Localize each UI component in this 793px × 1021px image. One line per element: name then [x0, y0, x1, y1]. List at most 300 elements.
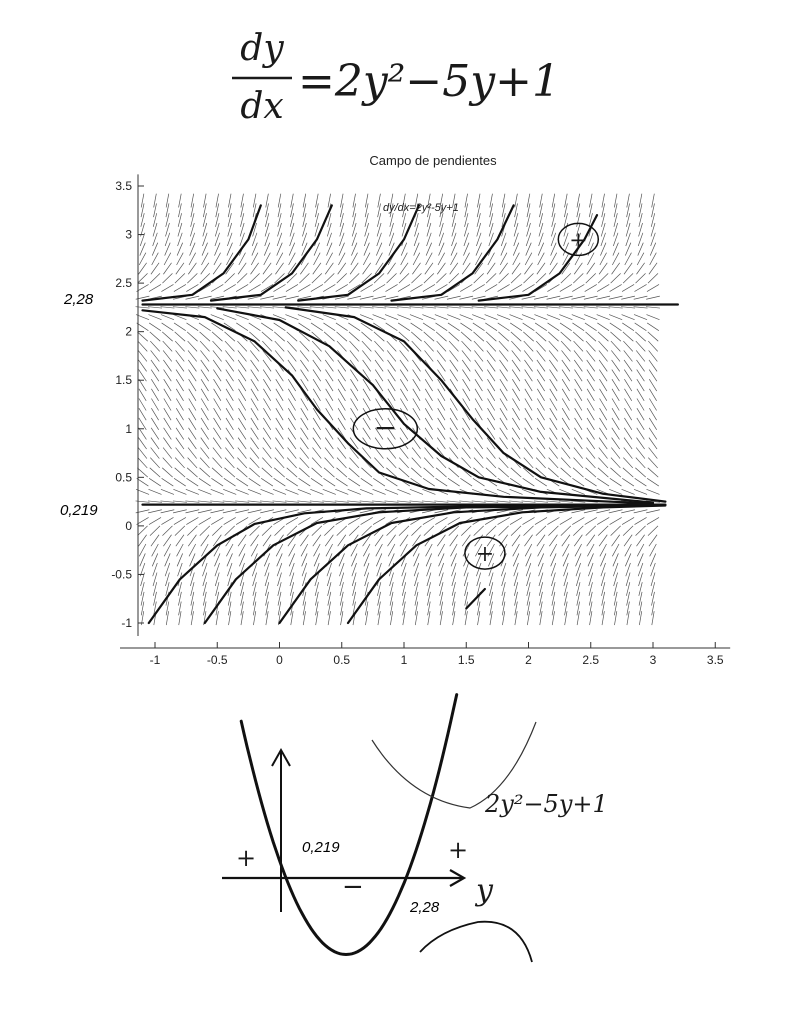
slope-segment — [610, 478, 622, 486]
slope-segment — [562, 370, 570, 382]
slope-segment — [288, 448, 297, 459]
slope-segment — [160, 307, 174, 308]
slope-segment — [611, 448, 620, 459]
slope-segment — [310, 489, 323, 494]
slope-segment — [537, 399, 544, 411]
slope-segment — [587, 418, 594, 430]
slope-segment — [149, 478, 161, 486]
slope-segment — [609, 510, 623, 513]
slope-segment — [250, 448, 259, 459]
slope-segment — [624, 399, 631, 411]
slope-segment — [237, 273, 247, 283]
slope-segment — [214, 399, 221, 411]
x-tick-label: 1.5 — [457, 653, 475, 667]
slope-segment — [173, 510, 187, 513]
slope-segment — [248, 510, 262, 513]
slope-segment — [400, 370, 408, 382]
slope-segment — [648, 273, 658, 283]
slope-segment — [151, 399, 158, 411]
slope-segment — [324, 468, 334, 477]
slope-segment — [409, 501, 423, 502]
slope-segment — [149, 517, 161, 524]
region-sign-marks — [353, 223, 598, 569]
slope-segment — [164, 379, 171, 391]
slope-segment — [176, 428, 184, 440]
slope-segment — [275, 458, 284, 468]
slope-segment — [499, 341, 508, 351]
slope-segment — [562, 438, 570, 449]
slope-segment — [612, 428, 620, 440]
slope-segment — [447, 501, 461, 502]
slope-segment — [487, 379, 494, 391]
y-tick-label: 0.5 — [115, 470, 132, 485]
slope-segment — [163, 458, 172, 468]
slope-segment — [373, 489, 386, 494]
slope-segment — [325, 438, 333, 449]
slope-segment — [634, 315, 647, 320]
slope-segment — [251, 418, 258, 430]
slope-segment — [298, 284, 310, 291]
slope-segment — [621, 296, 635, 299]
slope-segment — [572, 323, 584, 331]
slope-segment — [599, 360, 607, 371]
x-tick-label: 0 — [276, 653, 283, 667]
slope-segment — [500, 360, 508, 371]
slope-segment — [211, 489, 224, 494]
slope-segment — [423, 323, 435, 331]
slope-segment — [226, 399, 233, 411]
slope-segment — [288, 360, 296, 371]
slope-segment — [348, 489, 361, 494]
slope-segment — [561, 341, 570, 351]
slope-segment — [387, 273, 397, 283]
slope-segment — [322, 501, 336, 502]
slope-segment — [609, 315, 622, 320]
slope-segment — [226, 360, 234, 371]
slope-segment — [212, 468, 222, 477]
slope-segment — [422, 315, 435, 320]
slope-segment — [585, 284, 597, 291]
slope-segment — [338, 379, 345, 391]
slope-segment — [524, 341, 533, 351]
slope-segment — [599, 350, 608, 361]
slope-segment — [288, 389, 295, 401]
slope-segment — [472, 315, 485, 320]
slope-segment — [237, 341, 246, 351]
slope-segment — [649, 389, 656, 401]
slope-segment — [600, 399, 607, 411]
slope-segment — [274, 332, 284, 341]
slope-segment — [510, 489, 523, 494]
slope-segment — [238, 438, 246, 449]
slope-segment — [637, 370, 645, 382]
slope-segment — [575, 399, 582, 411]
slope-segment — [435, 284, 447, 291]
slope-segment — [186, 284, 198, 291]
slope-segment — [575, 379, 582, 391]
slope-segment — [363, 389, 370, 401]
solution-curve — [392, 205, 514, 300]
slope-segment — [176, 350, 185, 361]
slope-segment — [397, 307, 411, 308]
slope-segment — [374, 332, 384, 341]
slope-segment — [150, 332, 160, 341]
slope-segment — [300, 458, 309, 468]
slope-segment — [213, 428, 221, 440]
slope-segment — [189, 399, 196, 411]
slope-segment — [599, 370, 607, 382]
slope-segment — [622, 489, 635, 494]
slope-segment — [611, 350, 620, 361]
slope-segment — [300, 350, 309, 361]
y-tick-label: -0.5 — [111, 567, 132, 582]
slope-segment — [175, 468, 185, 477]
slope-segment — [387, 341, 396, 351]
slope-segment — [162, 323, 174, 331]
slope-segment — [636, 350, 645, 361]
slope-segment — [425, 379, 432, 391]
sketch-stroke-lower — [420, 922, 532, 962]
slope-segment — [623, 273, 633, 283]
slope-segment — [188, 341, 197, 351]
slope-segment — [187, 468, 197, 477]
slope-segment — [485, 323, 497, 331]
slope-segment — [547, 517, 559, 524]
slope-segment — [449, 448, 458, 459]
slope-segment — [525, 418, 532, 430]
slope-segment — [363, 399, 370, 411]
slope-segment — [198, 296, 212, 299]
slope-segment — [373, 284, 385, 291]
slope-segment — [338, 370, 346, 382]
slope-segment — [584, 315, 597, 320]
slope-segment — [238, 370, 246, 382]
slope-segment — [536, 458, 545, 468]
slope-segment — [537, 379, 544, 391]
slope-segment — [413, 408, 420, 420]
slope-segment — [273, 510, 287, 513]
slope-segment — [201, 438, 209, 449]
slope-segment — [487, 350, 496, 361]
slope-segment — [300, 438, 308, 449]
slope-segment — [287, 341, 296, 351]
slope-segment — [510, 315, 523, 320]
slope-segment — [198, 307, 212, 308]
slope-segment — [362, 350, 371, 361]
slope-segment — [150, 468, 160, 477]
slope-segment — [598, 341, 607, 351]
slope-segment — [562, 428, 570, 440]
slope-segment — [188, 360, 196, 371]
slope-segment — [188, 370, 196, 382]
slope-segment — [236, 478, 248, 486]
slope-segment — [163, 341, 172, 351]
slope-segment — [487, 418, 494, 430]
slope-segment — [349, 458, 358, 468]
slope-segment — [586, 273, 596, 283]
slope-segment — [537, 438, 545, 449]
axis-label-y: y — [476, 873, 493, 908]
slope-segment — [214, 389, 221, 401]
slope-segment — [263, 399, 270, 411]
slope-segment — [337, 526, 347, 536]
slope-segment — [151, 438, 159, 449]
slope-segment — [325, 350, 334, 361]
slope-segment — [610, 284, 622, 291]
slope-segment — [474, 526, 484, 536]
slope-segment — [174, 517, 186, 524]
slope-segment — [250, 273, 260, 283]
slope-segment — [200, 273, 210, 283]
slope-segment — [325, 458, 334, 468]
slope-field-segments — [136, 194, 660, 625]
slope-segment — [648, 341, 657, 351]
slope-segment — [276, 379, 283, 391]
slope-segment — [174, 323, 186, 331]
slope-segment — [436, 478, 448, 486]
x-tick-label: 0.5 — [333, 653, 351, 667]
slope-segment — [459, 501, 473, 502]
slope-segment — [436, 323, 448, 331]
slope-segment — [186, 510, 200, 513]
slope-segment — [338, 389, 345, 401]
slope-segment — [497, 307, 511, 308]
slope-segment — [348, 478, 360, 486]
slope-segment — [201, 389, 208, 401]
slope-segment — [201, 418, 208, 430]
slope-segment — [525, 428, 533, 440]
slope-segment — [624, 389, 631, 401]
slope-segment — [288, 399, 295, 411]
slope-segment — [634, 489, 647, 494]
slope-segment — [637, 408, 644, 420]
slope-segment — [488, 399, 495, 411]
slope-segment — [512, 408, 519, 420]
slope-segment — [300, 360, 308, 371]
slope-segment — [335, 489, 348, 494]
slope-segment — [187, 332, 197, 341]
slope-segment — [511, 273, 521, 283]
slope-segment — [139, 418, 146, 430]
slope-segment — [223, 315, 236, 320]
slope-segment — [596, 296, 610, 299]
slope-segment — [648, 468, 658, 477]
slope-segment — [486, 526, 496, 536]
slope-segment — [462, 350, 471, 361]
slope-segment — [150, 341, 159, 351]
slope-segment — [161, 489, 174, 494]
slope-segment — [637, 379, 644, 391]
slope-segment — [211, 478, 223, 486]
slope-segment — [138, 438, 146, 449]
slope-segment — [225, 350, 234, 361]
slope-segment — [323, 478, 335, 486]
slope-segment — [437, 360, 445, 371]
slope-segment — [637, 389, 644, 401]
slope-segment — [149, 284, 161, 291]
solution-curve — [205, 506, 653, 624]
x-tick-label: 2.5 — [582, 653, 600, 667]
slope-segment — [509, 307, 523, 308]
slope-segment — [575, 389, 582, 401]
slope-segment — [486, 332, 496, 341]
slope-segment — [351, 389, 358, 401]
slope-segment — [373, 315, 386, 320]
slope-segment — [148, 489, 161, 494]
slope-segment — [525, 408, 532, 420]
slope-segment — [273, 501, 287, 502]
slope-segment — [373, 517, 385, 524]
slope-segment — [201, 379, 208, 391]
slope-segment — [636, 458, 645, 468]
slope-segment — [274, 468, 284, 477]
slope-segment — [550, 370, 558, 382]
slope-segment — [646, 307, 660, 308]
slope-segment — [226, 408, 233, 420]
slope-segment — [274, 478, 286, 486]
slope-segment — [250, 526, 260, 536]
slope-segment — [450, 379, 457, 391]
slope-segment — [635, 284, 647, 291]
slope-segment — [210, 501, 224, 502]
slope-segment — [424, 526, 434, 536]
slope-segment — [512, 399, 519, 411]
sign-mark-middle: − — [342, 872, 364, 902]
slope-segment — [586, 468, 596, 477]
slope-segment — [313, 418, 320, 430]
slope-segment — [201, 399, 208, 411]
slope-segment — [525, 399, 532, 411]
slope-segment — [161, 517, 173, 524]
slope-segment — [298, 489, 311, 494]
slope-segment — [534, 501, 548, 502]
slope-segment — [623, 458, 632, 468]
slope-segment — [189, 408, 196, 420]
slope-segment — [360, 315, 373, 320]
solution-curve — [298, 205, 419, 300]
slope-segment — [612, 399, 619, 411]
slope-segment — [285, 501, 299, 502]
slope-segment — [537, 408, 544, 420]
slope-segment — [173, 307, 187, 308]
slope-segment — [497, 489, 510, 494]
slope-segment — [586, 332, 596, 341]
slope-segment — [175, 332, 185, 341]
slope-segment — [138, 458, 147, 468]
slope-segment — [287, 468, 297, 477]
slope-segment — [224, 517, 236, 524]
slope-segment — [649, 360, 657, 371]
slope-segment — [325, 428, 333, 440]
solution-curves — [143, 205, 678, 623]
slope-segment — [587, 389, 594, 401]
slope-segment — [301, 399, 308, 411]
slope-segment — [475, 370, 483, 382]
slope-segment — [435, 315, 448, 320]
slope-segment — [438, 408, 445, 420]
slope-segment — [649, 438, 657, 449]
slope-segment — [326, 408, 333, 420]
slope-segment — [324, 273, 334, 283]
slope-segment — [261, 478, 273, 486]
slope-segment — [151, 350, 160, 361]
slope-segment — [248, 489, 261, 494]
slope-segment — [536, 526, 546, 536]
slope-segment — [213, 458, 222, 468]
slope-segment — [299, 468, 309, 477]
slope-segment — [587, 428, 595, 440]
slope-segment — [438, 389, 445, 401]
slope-segment — [561, 332, 571, 341]
slope-segment — [437, 341, 446, 351]
slope-segment — [462, 448, 471, 459]
slope-segment — [460, 478, 472, 486]
slope-segment — [400, 428, 408, 440]
slope-segment — [462, 458, 471, 468]
slope-segment — [423, 478, 435, 486]
slope-segment — [275, 448, 284, 459]
slope-segment — [325, 448, 334, 459]
slope-segment — [546, 307, 560, 308]
slope-segment — [449, 468, 459, 477]
slope-segment — [400, 379, 407, 391]
slope-segment — [187, 323, 199, 331]
slope-segment — [148, 510, 162, 513]
slope-segment — [486, 458, 495, 468]
slope-segment — [411, 273, 421, 283]
slope-segment — [249, 478, 261, 486]
slope-segment — [360, 489, 373, 494]
slope-segment — [449, 332, 459, 341]
slope-segment — [599, 428, 607, 440]
slope-segment — [287, 332, 297, 341]
slope-segment — [550, 418, 557, 430]
slope-segment — [473, 284, 485, 291]
slope-segment — [624, 418, 631, 430]
slope-segment — [550, 389, 557, 401]
slope-segment — [536, 273, 546, 283]
slope-segment — [636, 438, 644, 449]
slope-segment — [609, 307, 623, 308]
equation-header — [232, 28, 560, 127]
slope-segment — [138, 273, 148, 283]
slope-segment — [311, 323, 323, 331]
slope-segment — [598, 458, 607, 468]
slope-segment — [411, 526, 421, 536]
slope-segment — [287, 458, 296, 468]
slope-segment — [484, 307, 498, 308]
slope-segment — [559, 501, 573, 502]
slope-segment — [337, 332, 347, 341]
slope-segment — [637, 428, 645, 440]
slope-segment — [522, 315, 535, 320]
slope-segment — [574, 428, 582, 440]
slope-segment — [238, 379, 245, 391]
slope-segment — [372, 307, 386, 308]
region-sign: − — [373, 410, 398, 444]
slope-segment — [223, 307, 237, 308]
slope-segment — [597, 284, 609, 291]
slope-segment — [522, 501, 536, 502]
slope-segment — [151, 389, 158, 401]
slope-segment — [388, 389, 395, 401]
slope-segment — [161, 315, 174, 320]
slope-segment — [176, 379, 183, 391]
slope-segment — [250, 458, 259, 468]
slope-segment — [636, 360, 644, 371]
slope-segment — [337, 468, 347, 477]
slope-segment — [572, 517, 584, 524]
